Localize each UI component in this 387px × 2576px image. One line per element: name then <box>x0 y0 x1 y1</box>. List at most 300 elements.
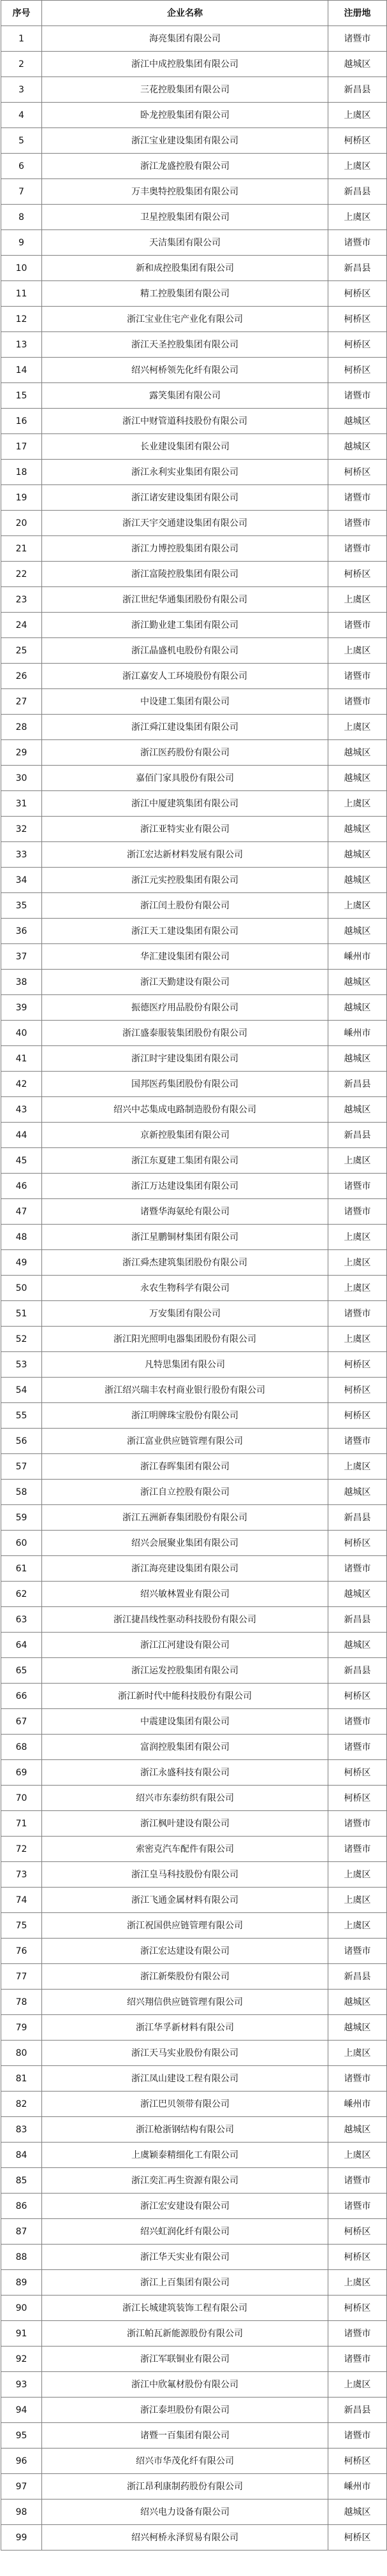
row-registered-area: 上虞区 <box>328 2372 387 2398</box>
row-index: 14 <box>1 358 42 383</box>
row-index: 72 <box>1 1837 42 1862</box>
row-company-name: 浙江时宇建设集团有限公司 <box>42 1046 328 1072</box>
row-index: 70 <box>1 1786 42 1811</box>
row-registered-area: 越城区 <box>328 409 387 434</box>
row-registered-area: 上虞区 <box>328 715 387 740</box>
table-row <box>1 1735 387 1760</box>
table-row <box>1 1582 387 1607</box>
table-row <box>1 2525 387 2551</box>
row-registered-area: 柯桥区 <box>328 358 387 383</box>
row-index: 57 <box>1 1454 42 1480</box>
row-registered-area: 新昌县 <box>328 1607 387 1633</box>
row-index: 41 <box>1 1046 42 1072</box>
row-company-name: 浙江长城建筑装饰工程有限公司 <box>42 2296 328 2321</box>
table-row <box>1 77 387 103</box>
row-index: 39 <box>1 995 42 1021</box>
row-company-name: 浙江嘉安人工环境股份有限公司 <box>42 664 328 689</box>
row-index: 22 <box>1 562 42 587</box>
table-row <box>1 2194 387 2219</box>
table-row <box>1 1760 387 1786</box>
row-index: 30 <box>1 766 42 791</box>
row-registered-area: 诸暨市 <box>328 26 387 52</box>
row-company-name: 浙江天工建设集团有限公司 <box>42 919 328 944</box>
row-registered-area: 柯桥区 <box>328 307 387 332</box>
row-company-name: 绍兴柯桥永泽贸易有限公司 <box>42 2525 328 2551</box>
row-company-name: 浙江天圣控股集团有限公司 <box>42 332 328 358</box>
row-registered-area: 上虞区 <box>328 638 387 664</box>
row-company-name: 浙江亚特实业有限公司 <box>42 817 328 842</box>
row-company-name: 绍兴翔信供应链管理有限公司 <box>42 1990 328 2015</box>
row-index: 68 <box>1 1735 42 1760</box>
row-index: 63 <box>1 1607 42 1633</box>
row-company-name: 浙江五洲新春集团股份有限公司 <box>42 1505 328 1531</box>
row-registered-area: 越城区 <box>328 434 387 460</box>
row-company-name: 浙江富陵控股集团有限公司 <box>42 562 328 587</box>
row-index: 47 <box>1 1199 42 1225</box>
table-row <box>1 2092 387 2117</box>
row-index: 65 <box>1 1658 42 1684</box>
row-company-name: 卫星控股集团有限公司 <box>42 205 328 230</box>
row-index: 29 <box>1 740 42 766</box>
row-company-name: 浙江中成控股集团有限公司 <box>42 52 328 77</box>
row-registered-area: 上虞区 <box>328 1148 387 1174</box>
row-registered-area: 嵊州市 <box>328 2092 387 2117</box>
header-index: 序号 <box>1 1 42 26</box>
row-company-name: 海亮集团有限公司 <box>42 26 328 52</box>
row-registered-area: 上虞区 <box>328 205 387 230</box>
table-row <box>1 256 387 281</box>
table-row <box>1 664 387 689</box>
row-index: 12 <box>1 307 42 332</box>
row-company-name: 浙江宝业建设集团有限公司 <box>42 128 328 154</box>
row-company-name: 浙江海亮建设集团有限公司 <box>42 1556 328 1582</box>
row-company-name: 浙江元实控股集团有限公司 <box>42 868 328 893</box>
row-company-name: 浙江帕瓦新能源股份有限公司 <box>42 2321 328 2347</box>
row-index: 51 <box>1 1301 42 1327</box>
table-row <box>1 52 387 77</box>
table-row <box>1 511 387 536</box>
row-company-name: 浙江捷昌线性驱动科技股份有限公司 <box>42 1607 328 1633</box>
row-index: 33 <box>1 842 42 868</box>
row-registered-area: 越城区 <box>328 2015 387 2041</box>
row-registered-area: 新昌县 <box>328 1072 387 1097</box>
row-registered-area: 新昌县 <box>328 1123 387 1148</box>
table-row <box>1 434 387 460</box>
row-index: 55 <box>1 1403 42 1429</box>
row-registered-area: 上虞区 <box>328 2270 387 2296</box>
row-registered-area: 越城区 <box>328 919 387 944</box>
table-row <box>1 2398 387 2423</box>
row-company-name: 凡特思集团有限公司 <box>42 1352 328 1378</box>
row-index: 43 <box>1 1097 42 1123</box>
row-registered-area: 新昌县 <box>328 1505 387 1531</box>
row-index: 17 <box>1 434 42 460</box>
table-row <box>1 2015 387 2041</box>
row-company-name: 浙江天宇交通建设集团有限公司 <box>42 511 328 536</box>
row-index: 86 <box>1 2194 42 2219</box>
row-company-name: 绍兴会展聚业集团有限公司 <box>42 1531 328 1556</box>
row-index: 62 <box>1 1582 42 1607</box>
table-row <box>1 2270 387 2296</box>
row-registered-area: 嵊州市 <box>328 2474 387 2500</box>
row-index: 88 <box>1 2245 42 2270</box>
table-row <box>1 1378 387 1403</box>
row-index: 23 <box>1 587 42 613</box>
row-company-name: 中震建设集团有限公司 <box>42 1709 328 1735</box>
row-registered-area: 柯桥区 <box>328 1531 387 1556</box>
row-index: 60 <box>1 1531 42 1556</box>
table-row <box>1 791 387 817</box>
row-index: 89 <box>1 2270 42 2296</box>
row-registered-area: 柯桥区 <box>328 2296 387 2321</box>
row-registered-area: 柯桥区 <box>328 2219 387 2245</box>
row-index: 24 <box>1 613 42 638</box>
row-registered-area: 越城区 <box>328 52 387 77</box>
row-registered-area: 诸暨市 <box>328 485 387 511</box>
row-company-name: 天洁集团有限公司 <box>42 230 328 256</box>
row-registered-area: 越城区 <box>328 740 387 766</box>
row-registered-area: 上虞区 <box>328 587 387 613</box>
row-registered-area: 上虞区 <box>328 893 387 919</box>
row-index: 49 <box>1 1250 42 1276</box>
header-company-name: 企业名称 <box>42 1 328 26</box>
table-row <box>1 1403 387 1429</box>
row-company-name: 浙江奕汇再生资源有限公司 <box>42 2168 328 2194</box>
row-index: 98 <box>1 2500 42 2525</box>
row-company-name: 浙江春晖集团有限公司 <box>42 1454 328 1480</box>
row-company-name: 浙江晶盛机电股份有限公司 <box>42 638 328 664</box>
row-registered-area: 柯桥区 <box>328 1760 387 1786</box>
row-company-name: 富润控股集团有限公司 <box>42 1735 328 1760</box>
row-registered-area: 越城区 <box>328 842 387 868</box>
table-row <box>1 128 387 154</box>
table-row <box>1 205 387 230</box>
table-row <box>1 2423 387 2449</box>
table-row <box>1 179 387 205</box>
row-registered-area: 越城区 <box>328 995 387 1021</box>
row-company-name: 浙江舜杰建筑集团股份有限公司 <box>42 1250 328 1276</box>
row-index: 83 <box>1 2117 42 2143</box>
row-index: 64 <box>1 1633 42 1658</box>
row-registered-area: 诸暨市 <box>328 1709 387 1735</box>
row-index: 80 <box>1 2041 42 2066</box>
table-row <box>1 2066 387 2092</box>
row-registered-area: 越城区 <box>328 868 387 893</box>
row-registered-area: 诸暨市 <box>328 1556 387 1582</box>
row-registered-area: 上虞区 <box>328 1276 387 1301</box>
table-row <box>1 1097 387 1123</box>
table-row <box>1 154 387 179</box>
table-row <box>1 817 387 842</box>
table-row <box>1 1352 387 1378</box>
row-index: 74 <box>1 1888 42 1913</box>
row-registered-area: 越城区 <box>328 817 387 842</box>
table-row <box>1 562 387 587</box>
row-index: 32 <box>1 817 42 842</box>
table-row <box>1 332 387 358</box>
row-index: 38 <box>1 970 42 995</box>
row-company-name: 振德医疗用品股份有限公司 <box>42 995 328 1021</box>
row-index: 50 <box>1 1276 42 1301</box>
row-registered-area: 诸暨市 <box>328 1939 387 1964</box>
table-row <box>1 970 387 995</box>
row-index: 91 <box>1 2321 42 2347</box>
table-row <box>1 2143 387 2168</box>
table-row <box>1 1556 387 1582</box>
row-company-name: 浙江星鹏铜材集团有限公司 <box>42 1225 328 1250</box>
row-registered-area: 诸暨市 <box>328 689 387 715</box>
table-row <box>1 1123 387 1148</box>
row-registered-area: 诸暨市 <box>328 2168 387 2194</box>
table-row <box>1 1454 387 1480</box>
row-registered-area: 诸暨市 <box>328 1837 387 1862</box>
row-registered-area: 诸暨市 <box>328 2347 387 2372</box>
row-registered-area: 上虞区 <box>328 154 387 179</box>
table-row <box>1 1786 387 1811</box>
row-company-name: 浙江泰坦股份有限公司 <box>42 2398 328 2423</box>
row-company-name: 浙江宏达建设有限公司 <box>42 1939 328 1964</box>
row-company-name: 浙江枪浙钢结构有限公司 <box>42 2117 328 2143</box>
table-row <box>1 103 387 128</box>
table-row <box>1 1939 387 1964</box>
row-index: 92 <box>1 2347 42 2372</box>
header-registered-area: 注册地 <box>328 1 387 26</box>
row-index: 58 <box>1 1480 42 1505</box>
table-row <box>1 1837 387 1862</box>
row-index: 52 <box>1 1327 42 1352</box>
table-row <box>1 307 387 332</box>
row-registered-area: 上虞区 <box>328 791 387 817</box>
row-registered-area: 越城区 <box>328 1990 387 2015</box>
row-index: 85 <box>1 2168 42 2194</box>
table-row <box>1 1225 387 1250</box>
row-company-name: 卧龙控股集团有限公司 <box>42 103 328 128</box>
row-registered-area: 诸暨市 <box>328 2066 387 2092</box>
table-row <box>1 1480 387 1505</box>
row-index: 31 <box>1 791 42 817</box>
table-row <box>1 1148 387 1174</box>
row-company-name: 浙江东夏建工集团有限公司 <box>42 1148 328 1174</box>
row-company-name: 浙江祝国供应链管理有限公司 <box>42 1913 328 1939</box>
row-company-name: 浙江宏安建设有限公司 <box>42 2194 328 2219</box>
row-company-name: 浙江绍兴瑞丰农村商业银行股份有限公司 <box>42 1378 328 1403</box>
row-registered-area: 越城区 <box>328 1046 387 1072</box>
row-company-name: 诸暨华海氨纶有限公司 <box>42 1199 328 1225</box>
row-company-name: 三花控股集团有限公司 <box>42 77 328 103</box>
table-row <box>1 715 387 740</box>
row-index: 69 <box>1 1760 42 1786</box>
table-row <box>1 2219 387 2245</box>
row-registered-area: 诸暨市 <box>328 1811 387 1837</box>
row-registered-area: 诸暨市 <box>328 1735 387 1760</box>
row-company-name: 中设建工集团有限公司 <box>42 689 328 715</box>
table-row <box>1 1709 387 1735</box>
row-registered-area: 上虞区 <box>328 1250 387 1276</box>
table-row <box>1 230 387 256</box>
row-registered-area: 诸暨市 <box>328 2423 387 2449</box>
row-company-name: 浙江阳光照明电器集团股份有限公司 <box>42 1327 328 1352</box>
row-registered-area: 越城区 <box>328 1097 387 1123</box>
row-registered-area: 柯桥区 <box>328 332 387 358</box>
table-row <box>1 689 387 715</box>
row-registered-area: 柯桥区 <box>328 562 387 587</box>
row-index: 82 <box>1 2092 42 2117</box>
row-registered-area: 柯桥区 <box>328 2525 387 2551</box>
table-row <box>1 1633 387 1658</box>
row-index: 9 <box>1 230 42 256</box>
row-registered-area: 上虞区 <box>328 2041 387 2066</box>
row-company-name: 浙江皇马科技股份有限公司 <box>42 1862 328 1888</box>
row-registered-area: 越城区 <box>328 766 387 791</box>
row-index: 27 <box>1 689 42 715</box>
table-row <box>1 1684 387 1709</box>
row-registered-area: 新昌县 <box>328 77 387 103</box>
row-registered-area: 诸暨市 <box>328 230 387 256</box>
row-registered-area: 诸暨市 <box>328 1199 387 1225</box>
row-company-name: 浙江舜江建设集团有限公司 <box>42 715 328 740</box>
row-company-name: 浙江万达建设集团有限公司 <box>42 1174 328 1199</box>
row-company-name: 浙江富业供应链管理有限公司 <box>42 1429 328 1454</box>
table-row <box>1 1964 387 1990</box>
row-registered-area: 柯桥区 <box>328 2245 387 2270</box>
row-registered-area: 诸暨市 <box>328 536 387 562</box>
row-index: 16 <box>1 409 42 434</box>
row-company-name: 浙江闰土股份有限公司 <box>42 893 328 919</box>
row-index: 56 <box>1 1429 42 1454</box>
row-index: 71 <box>1 1811 42 1837</box>
row-company-name: 浙江新时代中能科技股份有限公司 <box>42 1684 328 1709</box>
table-row <box>1 460 387 485</box>
row-index: 78 <box>1 1990 42 2015</box>
row-company-name: 绍兴敏林置业有限公司 <box>42 1582 328 1607</box>
row-company-name: 绍兴电力设备有限公司 <box>42 2500 328 2525</box>
row-index: 93 <box>1 2372 42 2398</box>
row-registered-area: 新昌县 <box>328 179 387 205</box>
table-row <box>1 26 387 52</box>
row-company-name: 上虞颖泰精细化工有限公司 <box>42 2143 328 2168</box>
row-registered-area: 上虞区 <box>328 1454 387 1480</box>
table-row <box>1 2449 387 2474</box>
row-registered-area: 新昌县 <box>328 1658 387 1684</box>
row-index: 46 <box>1 1174 42 1199</box>
row-index: 37 <box>1 944 42 970</box>
row-registered-area: 上虞区 <box>328 1888 387 1913</box>
row-company-name: 浙江明牌珠宝股份有限公司 <box>42 1403 328 1429</box>
row-company-name: 诸暨一百集团有限公司 <box>42 2423 328 2449</box>
row-index: 15 <box>1 383 42 409</box>
row-registered-area: 新昌县 <box>328 2398 387 2423</box>
row-company-name: 绍兴虹润化纤有限公司 <box>42 2219 328 2245</box>
row-company-name: 浙江中厦建筑集团有限公司 <box>42 791 328 817</box>
row-company-name: 新和成控股集团有限公司 <box>42 256 328 281</box>
table-row <box>1 2041 387 2066</box>
table-row <box>1 383 387 409</box>
row-registered-area: 诸暨市 <box>328 1174 387 1199</box>
table-row <box>1 1046 387 1072</box>
table-row <box>1 1862 387 1888</box>
row-company-name: 浙江华天实业有限公司 <box>42 2245 328 2270</box>
row-company-name: 绍兴柯桥领先化纤有限公司 <box>42 358 328 383</box>
table-row <box>1 842 387 868</box>
table-row <box>1 868 387 893</box>
row-company-name: 浙江诸安建设集团有限公司 <box>42 485 328 511</box>
row-company-name: 浙江枫叶建设有限公司 <box>42 1811 328 1837</box>
row-index: 7 <box>1 179 42 205</box>
row-company-name: 嘉佰门家具股份有限公司 <box>42 766 328 791</box>
row-index: 40 <box>1 1021 42 1046</box>
row-registered-area: 诸暨市 <box>328 613 387 638</box>
table-row <box>1 409 387 434</box>
row-registered-area: 诸暨市 <box>328 2194 387 2219</box>
table-row <box>1 2474 387 2500</box>
row-registered-area: 诸暨市 <box>328 1301 387 1327</box>
row-index: 19 <box>1 485 42 511</box>
row-index: 6 <box>1 154 42 179</box>
row-index: 81 <box>1 2066 42 2092</box>
row-company-name: 浙江中欣氟材股份有限公司 <box>42 2372 328 2398</box>
row-index: 10 <box>1 256 42 281</box>
row-company-name: 国邦医药集团股份有限公司 <box>42 1072 328 1097</box>
table-row <box>1 995 387 1021</box>
row-index: 20 <box>1 511 42 536</box>
row-index: 25 <box>1 638 42 664</box>
row-registered-area: 越城区 <box>328 1582 387 1607</box>
row-index: 90 <box>1 2296 42 2321</box>
row-company-name: 浙江世纪华通集团股份有限公司 <box>42 587 328 613</box>
row-index: 95 <box>1 2423 42 2449</box>
row-index: 26 <box>1 664 42 689</box>
row-index: 45 <box>1 1148 42 1174</box>
row-company-name: 浙江华孚新材料有限公司 <box>42 2015 328 2041</box>
table-row <box>1 1250 387 1276</box>
row-registered-area: 柯桥区 <box>328 460 387 485</box>
row-index: 54 <box>1 1378 42 1403</box>
row-index: 1 <box>1 26 42 52</box>
row-company-name: 浙江军联铜业有限公司 <box>42 2347 328 2372</box>
row-index: 21 <box>1 536 42 562</box>
table-row <box>1 2347 387 2372</box>
row-registered-area: 柯桥区 <box>328 1786 387 1811</box>
row-registered-area: 上虞区 <box>328 1327 387 1352</box>
table-row <box>1 536 387 562</box>
row-registered-area: 上虞区 <box>328 103 387 128</box>
row-registered-area: 诸暨市 <box>328 664 387 689</box>
row-index: 44 <box>1 1123 42 1148</box>
row-index: 36 <box>1 919 42 944</box>
table-row <box>1 358 387 383</box>
table-row <box>1 740 387 766</box>
row-company-name: 绍兴中芯集成电路制造股份有限公司 <box>42 1097 328 1123</box>
row-registered-area: 柯桥区 <box>328 1352 387 1378</box>
row-index: 99 <box>1 2525 42 2551</box>
row-registered-area: 上虞区 <box>328 1225 387 1250</box>
row-company-name: 万安集团有限公司 <box>42 1301 328 1327</box>
row-company-name: 浙江天马实业股份有限公司 <box>42 2041 328 2066</box>
row-index: 77 <box>1 1964 42 1990</box>
row-registered-area: 柯桥区 <box>328 281 387 307</box>
row-index: 75 <box>1 1913 42 1939</box>
row-company-name: 浙江昂利康制药股份有限公司 <box>42 2474 328 2500</box>
row-company-name: 浙江医药股份有限公司 <box>42 740 328 766</box>
row-registered-area: 柯桥区 <box>328 1403 387 1429</box>
row-company-name: 浙江飞通金属材料有限公司 <box>42 1888 328 1913</box>
table-row <box>1 1888 387 1913</box>
table-row <box>1 1301 387 1327</box>
row-index: 13 <box>1 332 42 358</box>
table-row <box>1 919 387 944</box>
row-company-name: 万丰奥特控股集团有限公司 <box>42 179 328 205</box>
table-row <box>1 587 387 613</box>
